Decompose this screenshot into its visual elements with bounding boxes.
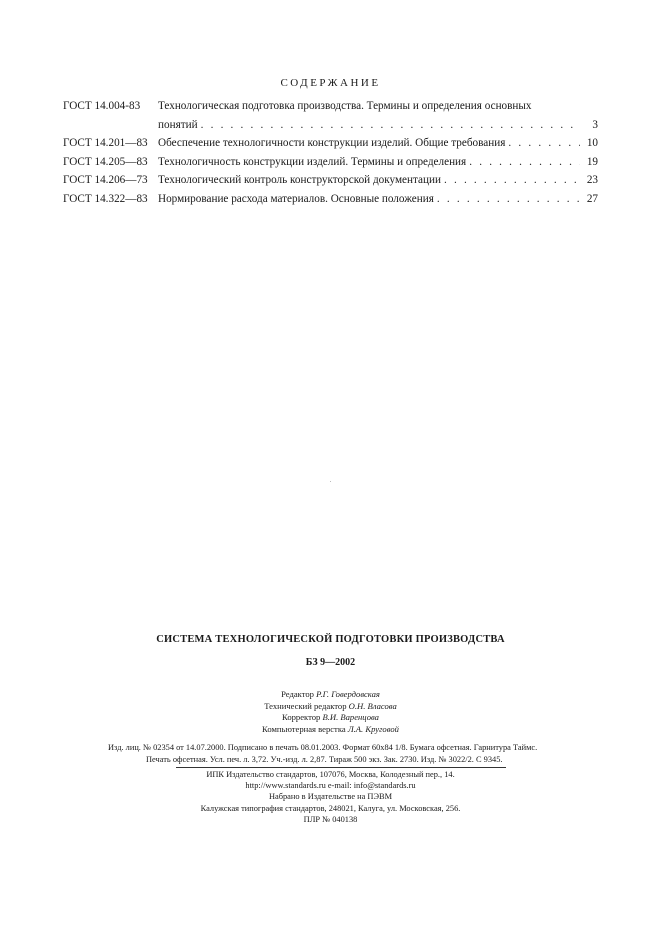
publisher-line: ИПК Издательство стандартов, 107076, Москва, Колодезный пер., 14. xyxy=(206,770,455,779)
toc-entry[interactable] xyxy=(63,153,598,172)
table-of-contents xyxy=(63,97,598,208)
toc-entry-title: Нормирование расхода материалов. Основные положения xyxy=(158,192,434,205)
toc-entry-title: Технологическая подготовка производства. Термины и определения основных xyxy=(158,100,532,112)
divider xyxy=(176,767,506,768)
toc-entry-page: 23 xyxy=(586,174,598,186)
toc-entry-title-cont: понятий xyxy=(158,118,198,131)
credit-name: Р.Г. Говердовская xyxy=(316,689,380,699)
leader-dots xyxy=(466,153,580,172)
imprint-line: Изд. лиц. № 02354 от 14.07.2000. Подписано в печать 08.01.2003. Формат 60x84 1/8. Бумага офсетная. Гарнитура Таймс. xyxy=(108,743,538,752)
series-title: СИСТЕМА ТЕХНОЛОГИЧЕСКОЙ ПОДГОТОВКИ ПРОИЗВОДСТВА xyxy=(156,634,505,645)
publisher-line[interactable]: http://www.standards.ru e-mail: info@standards.ru xyxy=(245,781,416,791)
credit-name: О.Н. Власова xyxy=(348,700,397,711)
leader-dots xyxy=(198,116,580,135)
credit-line xyxy=(0,701,661,713)
toc-entry-code: ГОСТ 14.205—83 xyxy=(63,155,148,168)
toc-entry-title: Технологический контроль конструкторской документации xyxy=(158,174,441,186)
publisher-line: Набрано в Издательстве на ПЭВМ xyxy=(268,792,393,802)
credit-name: В.И. Варенцова xyxy=(322,712,379,722)
toc-entry-page: 10 xyxy=(586,137,598,149)
toc-entry-code: ГОСТ 14.004-83 xyxy=(63,100,141,112)
toc-entry-title: Обеспечение технологичности конструкции изделий. Общие требования xyxy=(158,137,506,149)
toc-entry[interactable] xyxy=(63,134,598,153)
scan-speck xyxy=(330,481,331,482)
bz-number: БЗ 9—2002 xyxy=(305,657,356,668)
credits-block xyxy=(0,689,661,735)
toc-entry[interactable] xyxy=(63,97,598,134)
credit-role: Корректор xyxy=(282,712,321,722)
toc-entry[interactable] xyxy=(63,171,598,190)
imprint-line: Печать офсетная. Усл. печ. л. 3,72. Уч.-изд. л. 2,87. Тираж 500 экз. Зак. 2730. Изд. № 3022/2. С 9345. xyxy=(146,754,503,764)
credit-line xyxy=(0,689,661,701)
toc-entry-code: ГОСТ 14.201—83 xyxy=(63,137,148,149)
toc-entry-code: ГОСТ 14.206—73 xyxy=(63,174,148,186)
credit-line xyxy=(0,724,661,736)
publisher-line: Калужская типография стандартов, 248021, Калуга, ул. Московская, 256. xyxy=(200,803,461,813)
leader-dots xyxy=(441,171,580,190)
publisher-line: ПЛР № 040138 xyxy=(303,814,358,824)
toc-heading: СОДЕРЖАНИЕ xyxy=(280,77,381,89)
publisher-block xyxy=(0,769,661,825)
credit-role: Редактор xyxy=(281,689,314,699)
toc-entry-page: 19 xyxy=(586,155,598,168)
credit-role: Компьютерная верстка xyxy=(262,723,346,734)
credit-line xyxy=(0,712,661,724)
credit-role: Технический редактор xyxy=(264,700,347,711)
toc-entry-code: ГОСТ 14.322—83 xyxy=(63,192,148,205)
imprint-block xyxy=(108,742,608,766)
leader-dots xyxy=(434,190,580,209)
toc-entry[interactable] xyxy=(63,190,598,209)
toc-entry-title: Технологичность конструкции изделий. Термины и определения xyxy=(158,155,467,168)
toc-entry-page: 3 xyxy=(592,118,598,131)
toc-entry-page: 27 xyxy=(586,192,598,205)
credit-name: Л.А. Круговой xyxy=(347,723,399,734)
leader-dots xyxy=(505,134,580,153)
